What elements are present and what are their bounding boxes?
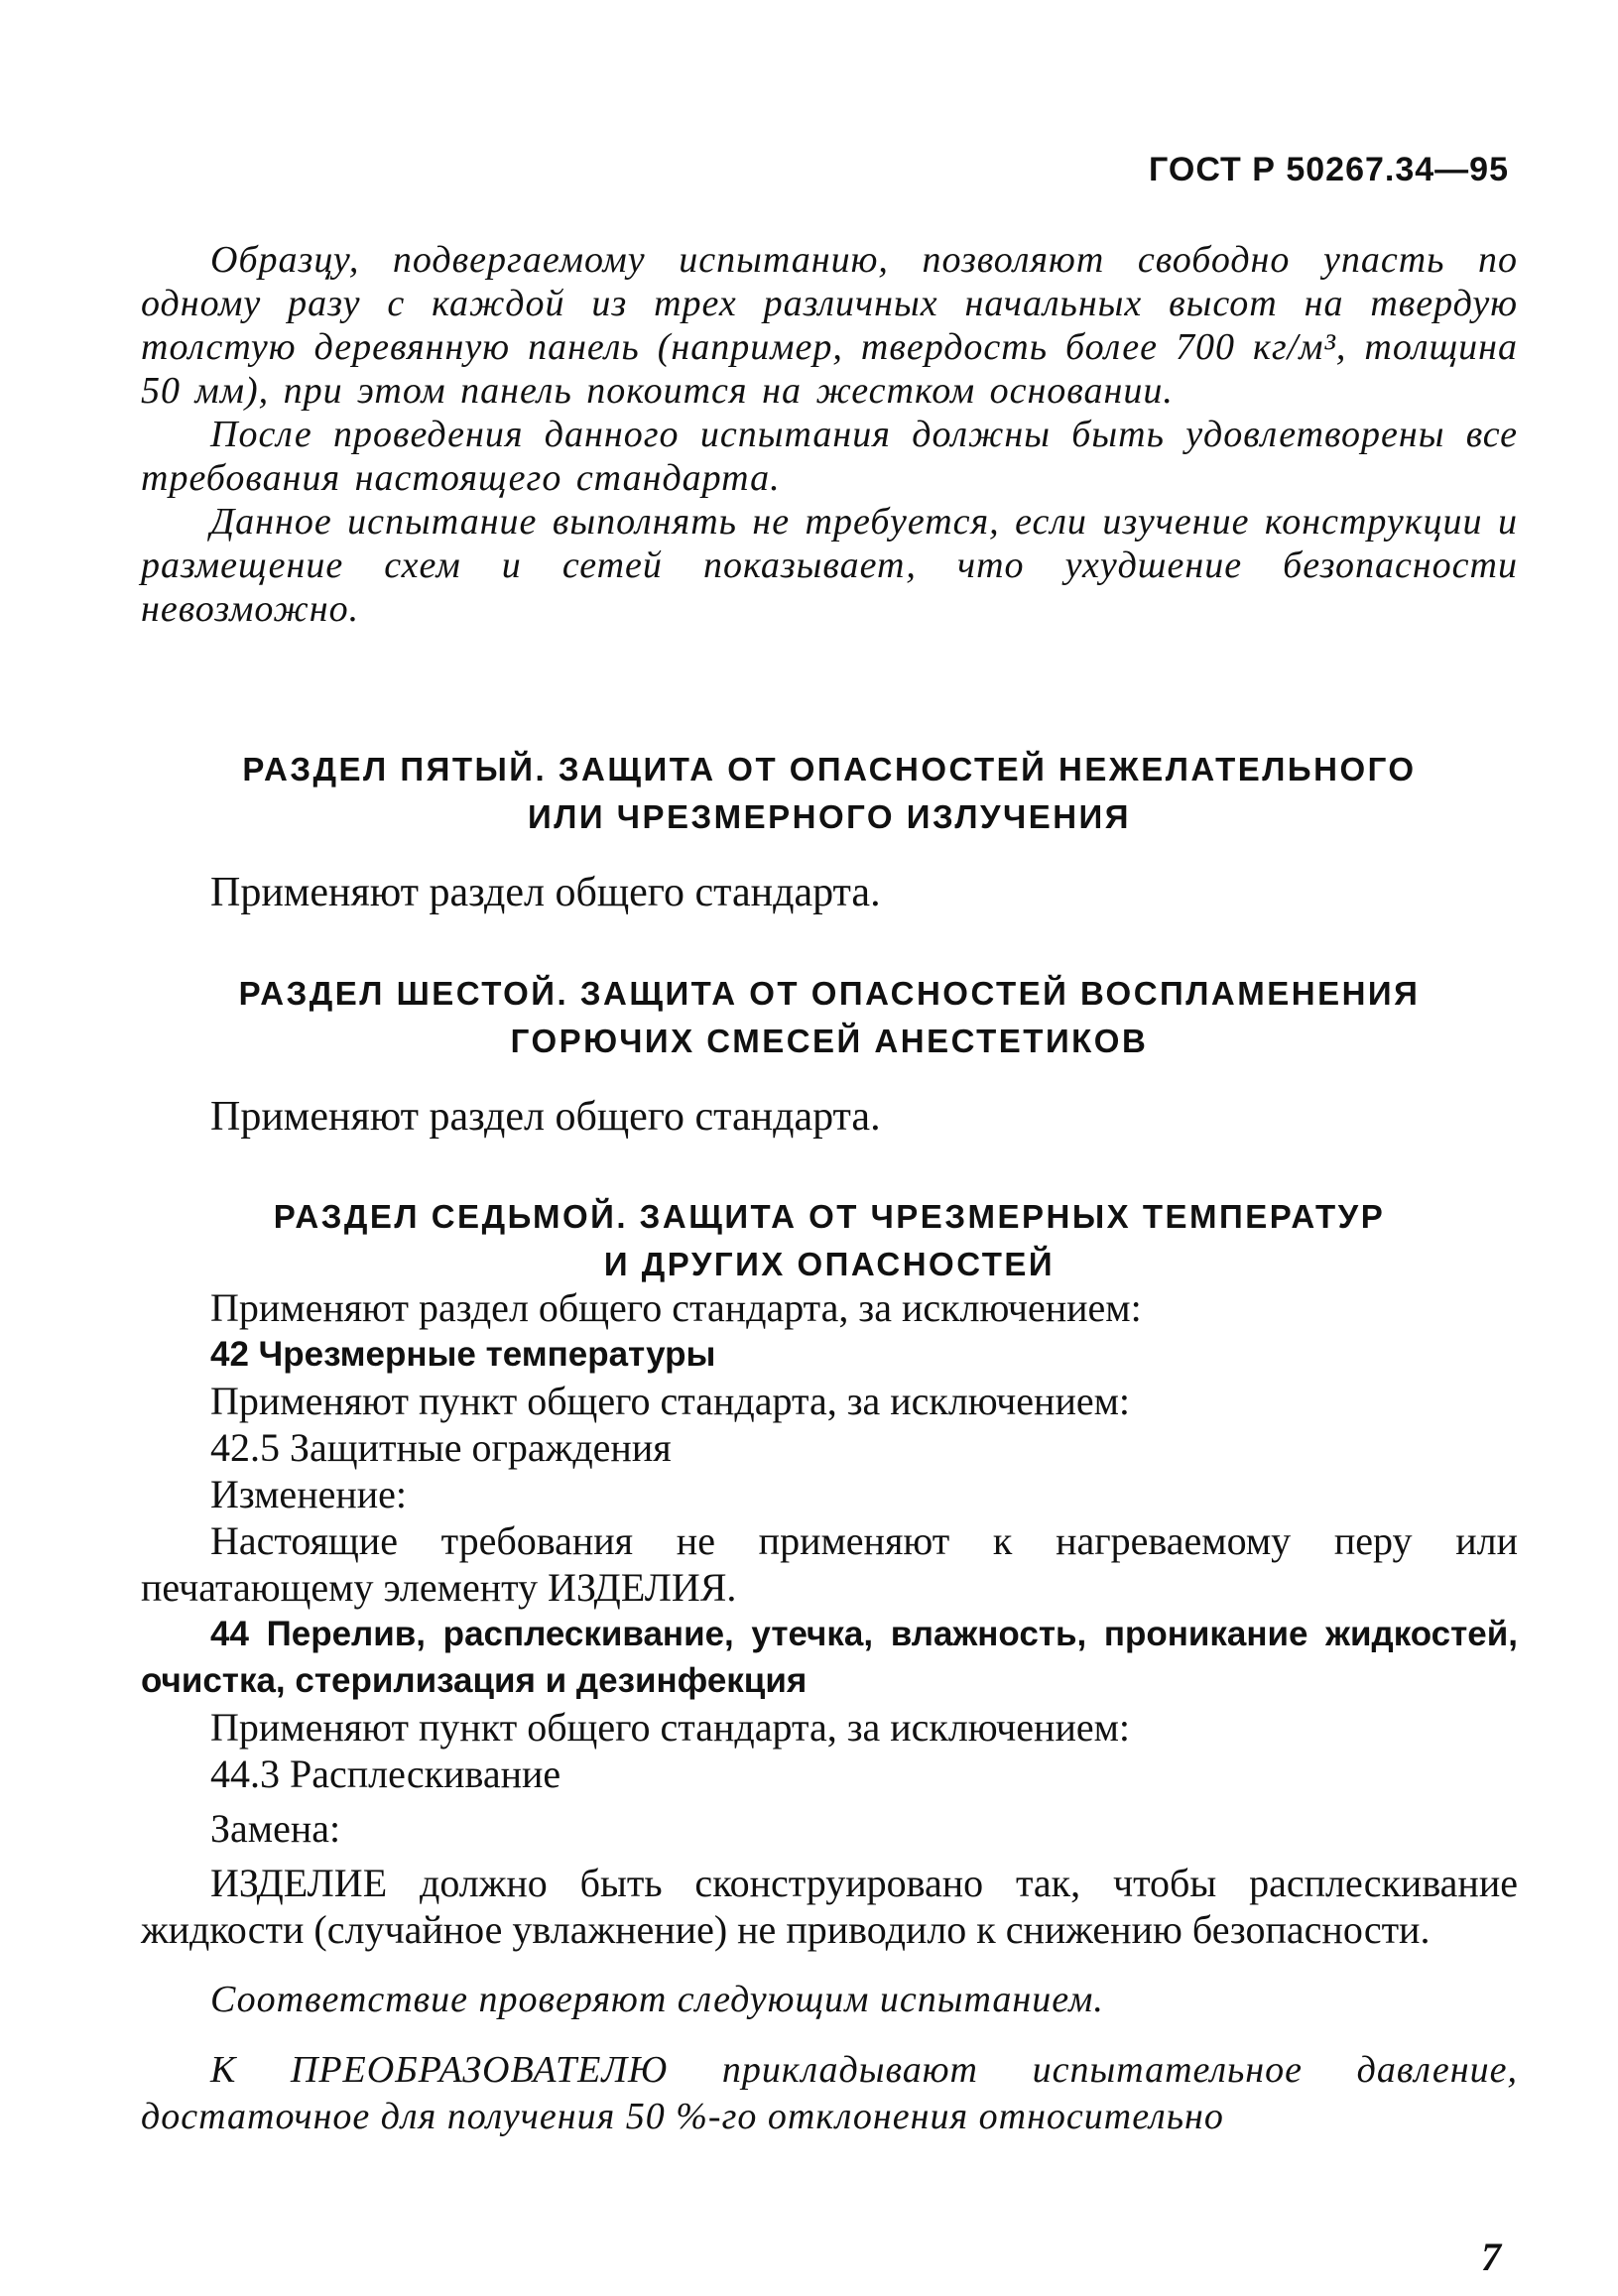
clause-42-text: Применяют пункт общего стандарта, за исключением: xyxy=(210,1379,1131,1423)
section7-heading-line1: РАЗДЕЛ СЕДЬМОЙ. ЗАЩИТА ОТ ЧРЕЗМЕРНЫХ ТЕМПЕРАТУР xyxy=(273,1198,1386,1235)
replace-text: ИЗДЕЛИЕ должно быть сконструировано так, чтобы расплескивание жидкости (случайное увлажнение) не приводило к снижению безопасности. xyxy=(141,1861,1518,1952)
compliance-check-text: Соответствие проверяют следующим испытанием. xyxy=(210,1979,1104,2020)
standard-code-header: ГОСТ Р 50267.34—95 xyxy=(1149,151,1509,188)
replace-label: Замена: xyxy=(210,1806,341,1851)
section5-heading-line2: ИЛИ ЧРЕЗМЕРНОГО ИЗЛУЧЕНИЯ xyxy=(528,798,1131,835)
clause-42-5-title: 42.5 Защитные ограждения xyxy=(210,1425,672,1470)
section5-text: Применяют раздел общего стандарта. xyxy=(210,870,881,915)
intro-text-block xyxy=(141,238,1518,631)
section7-heading xyxy=(141,1193,1518,1288)
section6-heading xyxy=(141,970,1518,1065)
test-procedure-text: К ПРЕОБРАЗОВАТЕЛЮ прикладывают испытательное давление, достаточное для получения 50 %-го отклонения относительно xyxy=(141,2049,1518,2137)
clause-42-title: 42 Чрезмерные температуры xyxy=(210,1335,716,1374)
page-number: 7 xyxy=(1481,2235,1501,2279)
change-text: Настоящие требования не применяют к нагреваемому перу или печатающему элементу ИЗДЕЛИЯ. xyxy=(141,1518,1518,1610)
section6-heading-line2: ГОРЮЧИХ СМЕСЕЙ АНЕСТЕТИКОВ xyxy=(510,1023,1149,1059)
clause-44-text: Применяют пункт общего стандарта, за исключением: xyxy=(210,1705,1131,1750)
section7-text: Применяют раздел общего стандарта, за исключением: xyxy=(210,1285,1142,1330)
section7-body xyxy=(141,1284,1518,2140)
section5-heading-line1: РАЗДЕЛ ПЯТЫЙ. ЗАЩИТА ОТ ОПАСНОСТЕЙ НЕЖЕЛАТЕЛЬНОГО xyxy=(242,751,1417,787)
clause-44-title: 44 Перелив, расплескивание, утечка, влажность, проникание жидкостей, очистка, стерилизация и дезинфекция xyxy=(141,1615,1518,1700)
intro-paragraph-3: Данное испытание выполнять не требуется, если изучение конструкции и размещение схем и сетей показывает, что ухудшение безопасности невозможно. xyxy=(141,501,1518,630)
section6-text: Применяют раздел общего стандарта. xyxy=(210,1094,881,1140)
change-label: Изменение: xyxy=(210,1472,408,1516)
intro-paragraph-1: Образцу, подвергаемому испытанию, позволяют свободно упасть по одному разу с каждой из трех различных начальных высот на твердую толстую деревянную панель (например, твердость более 700 кг/м³, толщина 50 мм), при этом панель покоится на жестком основании. xyxy=(141,239,1518,412)
section7-heading-line2: И ДРУГИХ ОПАСНОСТЕЙ xyxy=(603,1246,1056,1282)
clause-44-3-title: 44.3 Расплескивание xyxy=(210,1752,561,1796)
intro-paragraph-2: После проведения данного испытания должны быть удовлетворены все требования настоящего стандарта. xyxy=(141,414,1518,499)
section6-heading-line1: РАЗДЕЛ ШЕСТОЙ. ЗАЩИТА ОТ ОПАСНОСТЕЙ ВОСПЛАМЕНЕНИЯ xyxy=(238,975,1421,1012)
section5-heading xyxy=(141,746,1518,841)
